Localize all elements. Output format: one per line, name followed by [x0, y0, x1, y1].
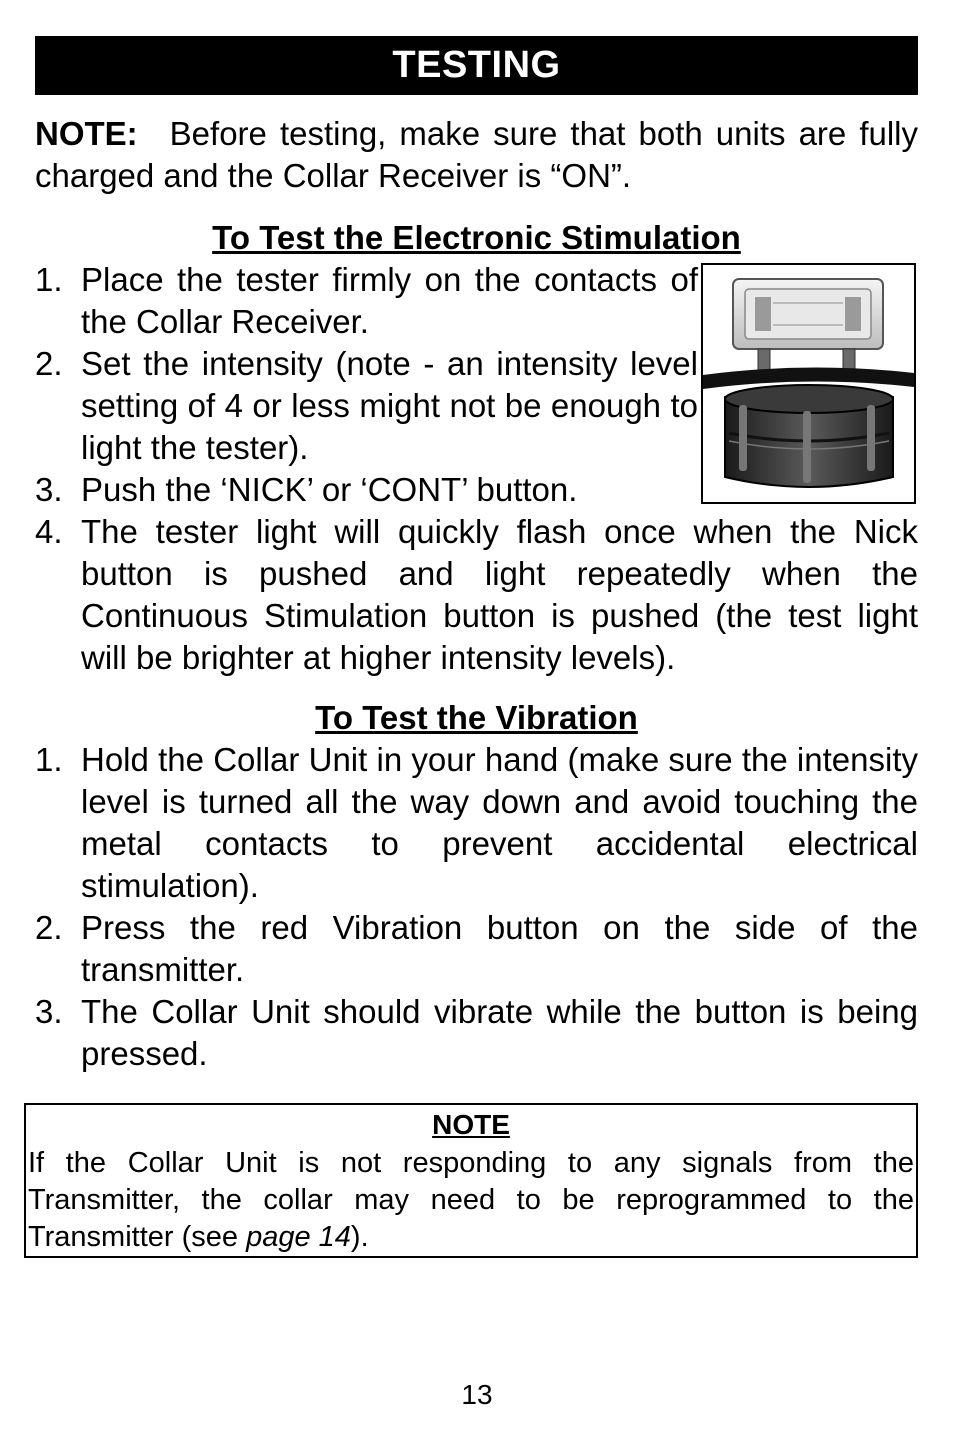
- note-box-text-before: If the Collar Unit is not responding to any signals from the Transmitter, the collar may need to be reprogrammed to the Transmitter (see: [28, 1147, 914, 1253]
- page-title: TESTING: [35, 36, 918, 95]
- stimulation-step: [35, 259, 698, 343]
- vibration-steps: [35, 739, 918, 1075]
- vibration-heading: To Test the Vibration: [315, 699, 638, 736]
- tester-on-collar-image: [701, 263, 916, 504]
- stimulation-heading: To Test the Electronic Stimulation: [212, 219, 741, 256]
- vibration-step: [35, 739, 918, 907]
- stimulation-step: [35, 469, 698, 511]
- step-text: Hold the Collar Unit in your hand (make sure the intensity level is turned all the way down and avoid touching the metal contacts to prevent accidental electrical stimulation).: [81, 741, 918, 904]
- step-text: Push the ‘NICK’ or ‘CONT’ button.: [81, 471, 578, 508]
- stimulation-step: [35, 343, 698, 469]
- step-number: 1.: [35, 261, 63, 298]
- intro-note-label: NOTE:: [35, 115, 138, 152]
- step-number: 1.: [35, 741, 63, 778]
- step-number: 3.: [35, 471, 63, 508]
- page-reference: page 14: [246, 1221, 351, 1253]
- step-text: The tester light will quickly flash once when the Nick button is pushed and light repeatedly when the Continuous Stimulation button is pushed (the test light will be brighter at higher intensity levels).: [81, 513, 918, 676]
- note-box-text: [28, 1145, 914, 1256]
- intro-note-text: Before testing, make sure that both units are fully charged and the Collar Receiver is “ON”.: [35, 115, 918, 194]
- collar-tester-illustration: [703, 265, 914, 502]
- step-number: 3.: [35, 993, 63, 1030]
- intro-note: [35, 113, 918, 197]
- stimulation-step: [35, 511, 918, 679]
- step-number: 2.: [35, 909, 63, 946]
- reprogram-note-box: [24, 1103, 918, 1258]
- step-text: The Collar Unit should vibrate while the button is being pressed.: [81, 993, 918, 1072]
- step-text: Press the red Vibration button on the side of the transmitter.: [81, 909, 918, 988]
- step-number: 4.: [35, 513, 63, 550]
- vibration-step: [35, 991, 918, 1075]
- step-number: 2.: [35, 345, 63, 382]
- note-box-text-after: ).: [350, 1221, 369, 1253]
- step-text: Place the tester firmly on the contacts of the Collar Receiver.: [81, 261, 698, 340]
- page-number: 13: [461, 1379, 493, 1410]
- step-text: Set the intensity (note - an intensity level setting of 4 or less might not be enough to light the tester).: [81, 345, 698, 466]
- vibration-step: [35, 907, 918, 991]
- note-box-title: NOTE: [432, 1109, 510, 1140]
